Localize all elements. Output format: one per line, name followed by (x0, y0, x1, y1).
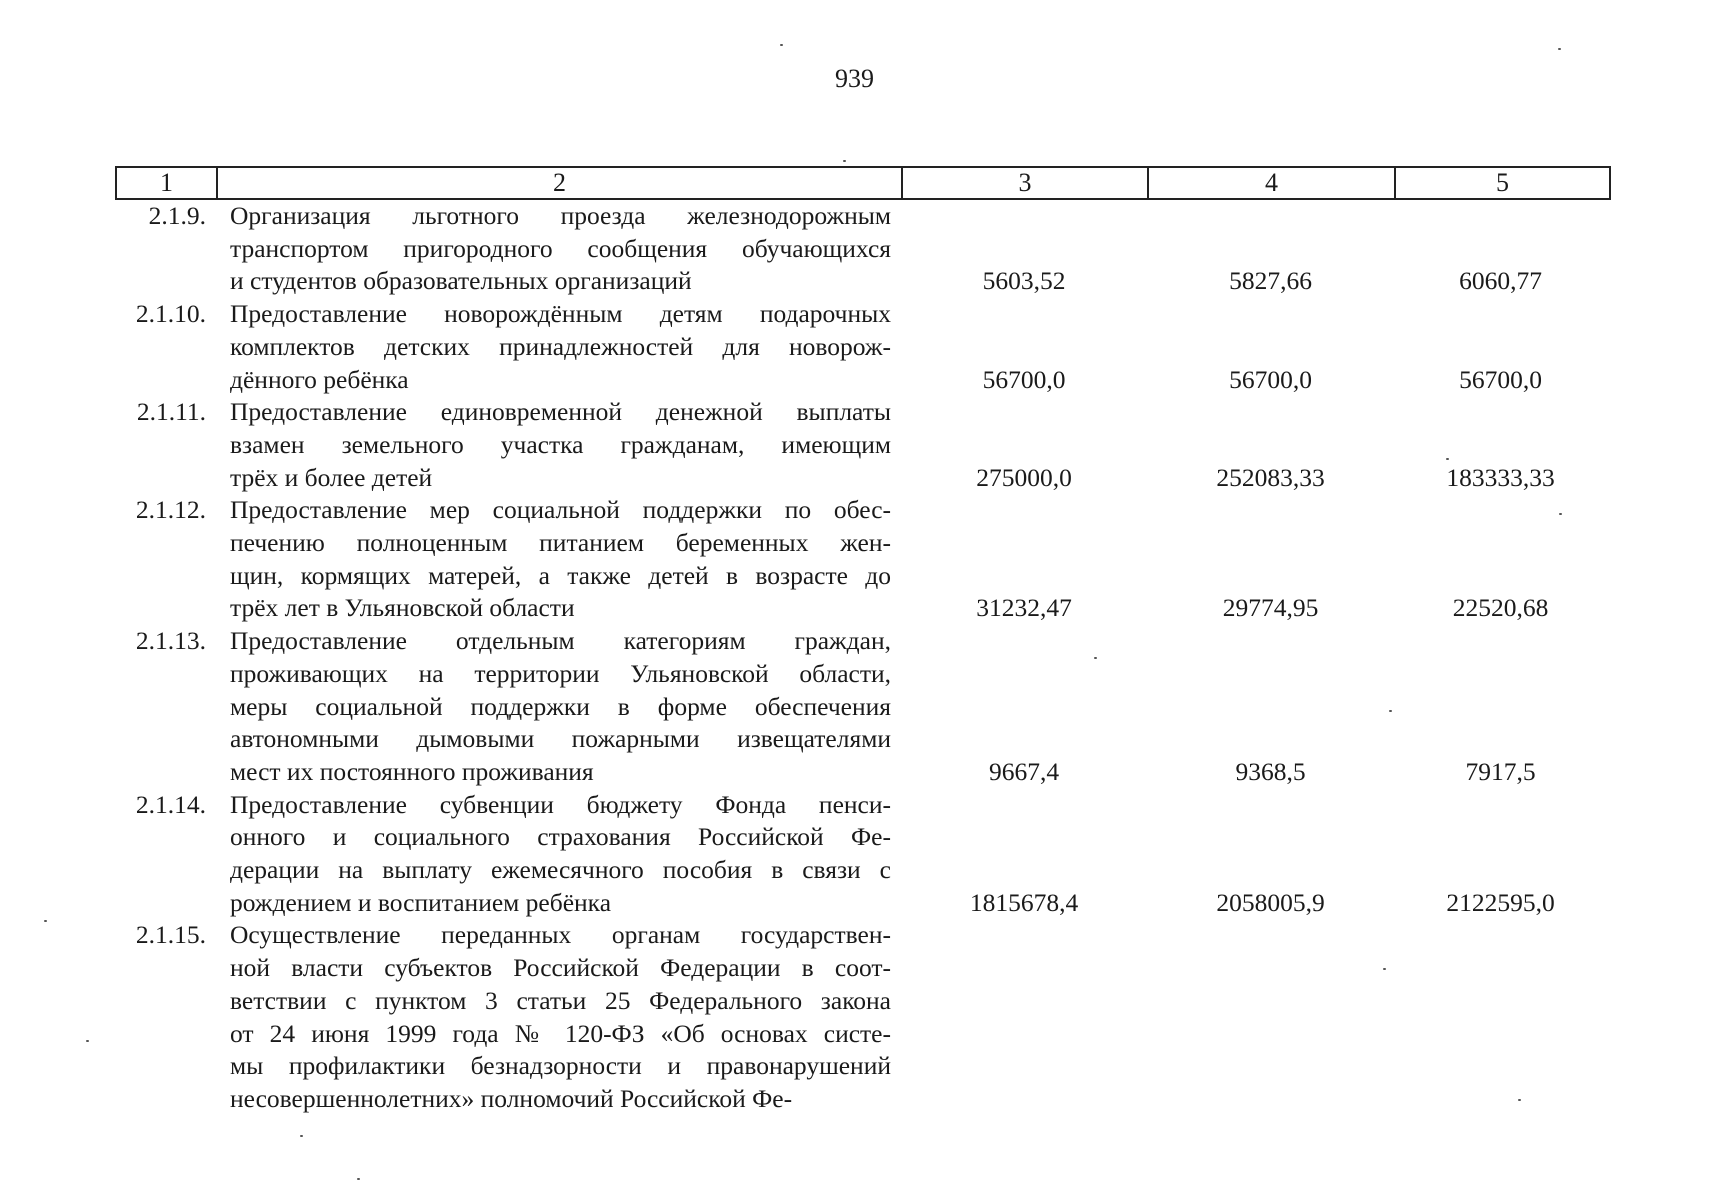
description-line: дённого ребёнка (230, 364, 409, 394)
scan-speck (357, 1178, 360, 1180)
description-line: дерации на выплату ежемесячного пособия в связи с (230, 855, 891, 885)
row-number: 2.1.10. (135, 299, 206, 329)
description-line: Организация льготного проезда железнодорожным (230, 201, 891, 230)
description-line: трёх лет в Ульяновской области (230, 593, 575, 623)
row-description (216, 625, 901, 789)
table-row (115, 919, 1611, 1115)
description-line: Предоставление субвенции бюджету Фонда пенси- (230, 789, 891, 819)
scan-speck (1446, 458, 1449, 460)
table-row (115, 298, 1611, 396)
description-line: Предоставление мер социальной поддержки по обес- (230, 495, 891, 525)
column-header-2: 2 (218, 168, 903, 198)
value-col-4: 9368,5 (1235, 756, 1306, 786)
table-row (115, 789, 1611, 920)
description-line: мы профилактики безнадзорности и правонарушений (230, 1051, 891, 1081)
description-line: взамен земельного участка гражданам, имеющим (230, 429, 891, 459)
description-line: Предоставление единовременной денежной выплаты (230, 397, 891, 427)
row-description (216, 919, 901, 1115)
description-line: транспортом пригородного сообщения обучающихся (230, 233, 891, 263)
description-line: рождением и воспитанием ребёнка (230, 887, 612, 917)
description-line: Предоставление новорождённым детям подарочных (230, 299, 891, 329)
value-col-5 (1394, 919, 1607, 1115)
value-col-5: 6060,77 (1459, 266, 1542, 296)
row-number: 2.1.9. (148, 201, 206, 230)
table-row (115, 494, 1611, 625)
row-number: 2.1.14. (135, 789, 206, 819)
scan-speck (44, 920, 47, 922)
description-line: трёх и более детей (230, 462, 433, 492)
row-number: 2.1.12. (135, 495, 206, 525)
column-header-4: 4 (1149, 168, 1396, 198)
description-line: Предоставление отдельным категориям граждан, (230, 626, 891, 656)
column-header-1: 1 (117, 168, 218, 198)
scan-speck (1389, 710, 1392, 712)
value-col-4 (1147, 919, 1394, 1115)
value-col-4: 2058005,9 (1216, 887, 1325, 917)
row-description (216, 494, 901, 625)
table-row (115, 396, 1611, 494)
description-line: печению полноценным питанием беременных жен- (230, 528, 891, 558)
row-description (216, 200, 901, 298)
scan-speck (86, 1040, 89, 1042)
table-row (115, 200, 1611, 298)
scan-speck (1558, 48, 1561, 50)
row-number: 2.1.13. (135, 626, 206, 656)
value-col-4: 29774,95 (1222, 593, 1319, 623)
value-col-3: 275000,0 (976, 462, 1072, 492)
scan-speck (1559, 513, 1562, 515)
scan-speck (1094, 657, 1097, 659)
description-line: и студентов образовательных организаций (230, 266, 692, 296)
description-line: ной власти субъектов Российской Федерации в соот- (230, 953, 891, 983)
value-col-4: 252083,33 (1216, 462, 1325, 492)
description-line: мест их постоянного проживания (230, 756, 594, 786)
description-line: щин, кормящих матерей, а также детей в возрасте до (230, 560, 891, 590)
scan-speck (300, 1135, 303, 1137)
page-number: 939 (835, 64, 874, 93)
scan-speck (843, 160, 846, 162)
description-line: Осуществление переданных органам государствен- (230, 920, 891, 950)
row-description (216, 298, 901, 396)
scan-speck (1518, 1099, 1521, 1101)
description-line: комплектов детских принадлежностей для новорож- (230, 331, 891, 361)
value-col-3 (901, 919, 1147, 1115)
value-col-4: 5827,66 (1229, 266, 1312, 296)
description-line: автономными дымовыми пожарными извещателями (230, 724, 891, 754)
row-number: 2.1.11. (136, 397, 206, 427)
description-line: ветствии с пунктом 3 статьи 25 Федерального закона (230, 985, 891, 1015)
table-body (115, 200, 1611, 1116)
scan-speck (1383, 968, 1386, 970)
row-number: 2.1.15. (135, 920, 206, 950)
table-row (115, 625, 1611, 789)
table-header-row (115, 166, 1611, 200)
description-line: онного и социального страхования Российской Фе- (230, 822, 891, 852)
value-col-5: 56700,0 (1459, 364, 1542, 394)
description-line: проживающих на территории Ульяновской области, (230, 658, 891, 688)
description-line: несовершеннолетних» полномочий Российской Фе- (230, 1083, 793, 1113)
description-line: меры социальной поддержки в форме обеспечения (230, 691, 891, 721)
row-description (216, 396, 901, 494)
description-line: от 24 июня 1999 года № 120-ФЗ «Об основах систе- (230, 1018, 891, 1048)
column-header-5: 5 (1496, 168, 1509, 197)
row-description (216, 789, 901, 920)
value-col-4: 56700,0 (1229, 364, 1312, 394)
value-col-5: 7917,5 (1465, 756, 1536, 786)
value-col-3: 1815678,4 (969, 887, 1079, 917)
scan-speck (780, 44, 783, 46)
value-col-3: 9667,4 (988, 756, 1060, 786)
column-header-3: 3 (903, 168, 1149, 198)
value-col-3: 56700,0 (982, 364, 1066, 394)
value-col-5: 183333,33 (1446, 462, 1555, 492)
value-col-3: 5603,52 (982, 266, 1066, 296)
value-col-3: 31232,47 (976, 593, 1072, 623)
value-col-5: 2122595,0 (1446, 887, 1555, 917)
value-col-5: 22520,68 (1452, 593, 1549, 623)
